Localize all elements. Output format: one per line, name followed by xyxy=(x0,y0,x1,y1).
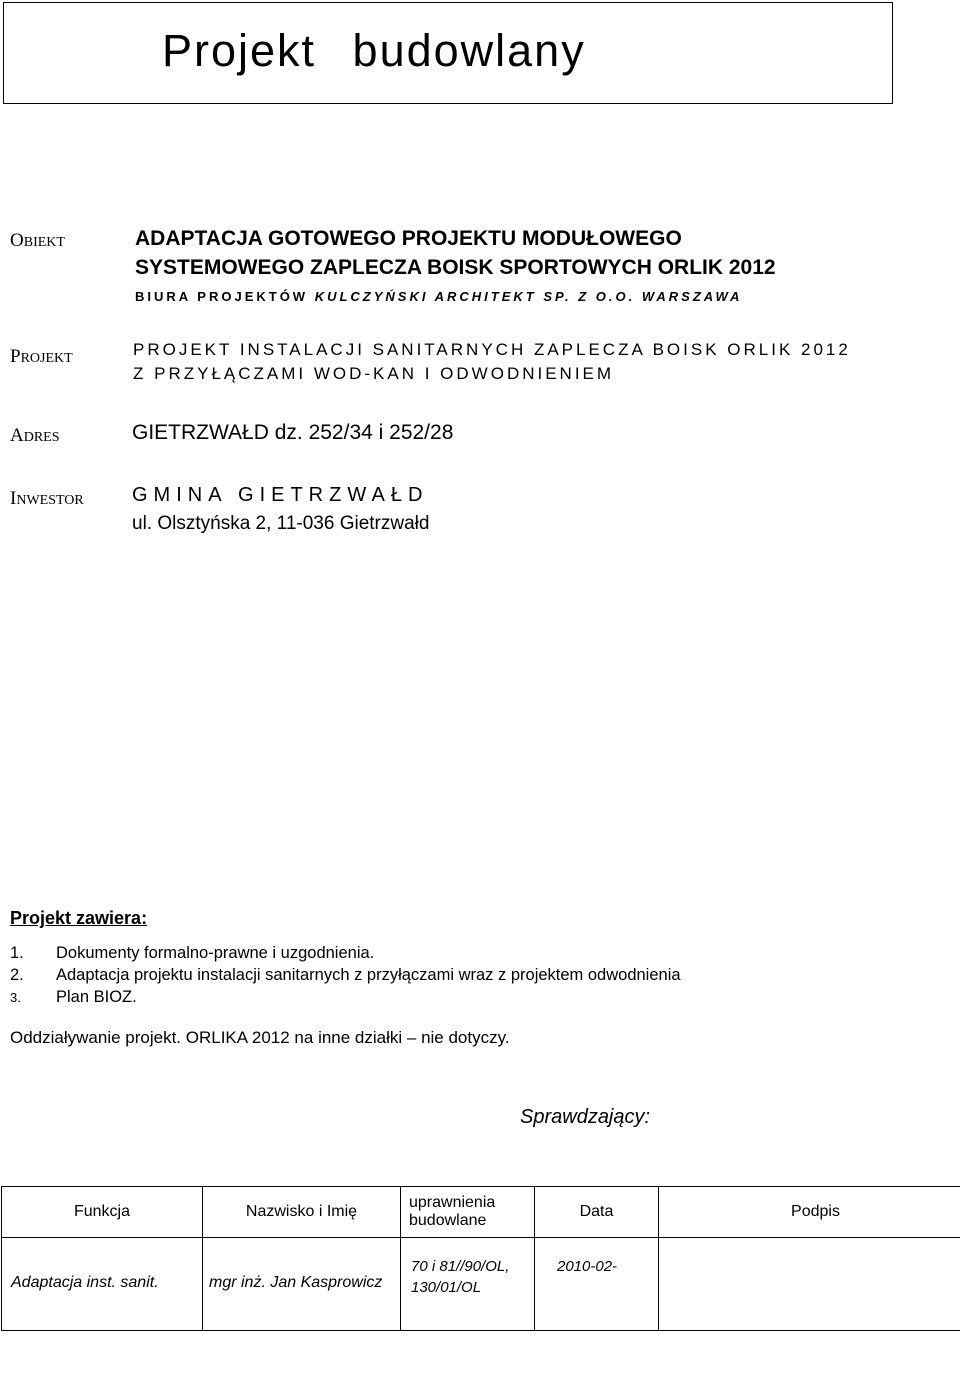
cell-data: 2010-02- xyxy=(535,1238,659,1331)
header-uprawnienia: uprawnienia budowlane xyxy=(401,1187,535,1238)
obiekt-line-1: ADAPTACJA GOTOWEGO PROJEKTU MODUŁOWEGO xyxy=(135,227,682,250)
cell-funkcja: Adaptacja inst. sanit. xyxy=(2,1238,203,1331)
contents-item: 1. Dokumenty formalno-prawne i uzgodnienia. xyxy=(10,944,375,962)
signature-table xyxy=(1,1186,960,1331)
checker-heading: Sprawdzający: xyxy=(520,1106,651,1128)
table-row xyxy=(2,1238,960,1331)
inwestor-name: GMINA GIETRZWAŁD xyxy=(132,484,429,506)
label-obiekt: OBIEKT xyxy=(10,230,65,251)
table-header-row xyxy=(2,1187,960,1238)
header-podpis: Podpis xyxy=(659,1187,960,1238)
adres-value: GIETRZWAŁD dz. 252/34 i 252/28 xyxy=(132,421,454,444)
label-projekt: PROJEKT xyxy=(10,346,73,367)
obiekt-line-3: BIURA PROJEKTÓW KULCZYŃSKI ARCHITEKT SP. Z O.O. WARSZAWA xyxy=(135,289,743,304)
label-inwestor: INWESTOR xyxy=(10,488,84,509)
inwestor-address: ul. Olsztyńska 2, 11-036 Gietrzwałd xyxy=(132,513,430,534)
contents-item: 2. Adaptacja projektu instalacji sanitarnych z przyłączami wraz z projektem odwodnienia xyxy=(10,966,681,984)
header-data: Data xyxy=(535,1187,659,1238)
contents-item: 3. Plan BIOZ. xyxy=(10,988,137,1006)
header-funkcja: Funkcja xyxy=(2,1187,203,1238)
cell-podpis xyxy=(659,1238,960,1331)
label-adres: ADRES xyxy=(10,425,60,446)
title-box xyxy=(3,2,893,104)
impact-note: Oddziaływanie projekt. ORLIKA 2012 na inne działki – nie dotyczy. xyxy=(10,1028,510,1047)
projekt-line-1: PROJEKT INSTALACJI SANITARNYCH ZAPLECZA BOISK ORLIK 2012 xyxy=(133,340,851,359)
header-nazwisko: Nazwisko i Imię xyxy=(203,1187,401,1238)
document-title: Projekt budowlany xyxy=(162,25,586,76)
cell-nazwisko: mgr inż. Jan Kasprowicz xyxy=(203,1238,401,1331)
projekt-line-2: Z PRZYŁĄCZAMI WOD-KAN I ODWODNIENIEM xyxy=(133,364,615,383)
cell-uprawnienia: 70 i 81//90/OL, 130/01/OL xyxy=(401,1238,535,1331)
obiekt-line-2: SYSTEMOWEGO ZAPLECZA BOISK SPORTOWYCH ORLIK 2012 xyxy=(135,256,776,279)
contents-heading: Projekt zawiera: xyxy=(10,908,148,928)
